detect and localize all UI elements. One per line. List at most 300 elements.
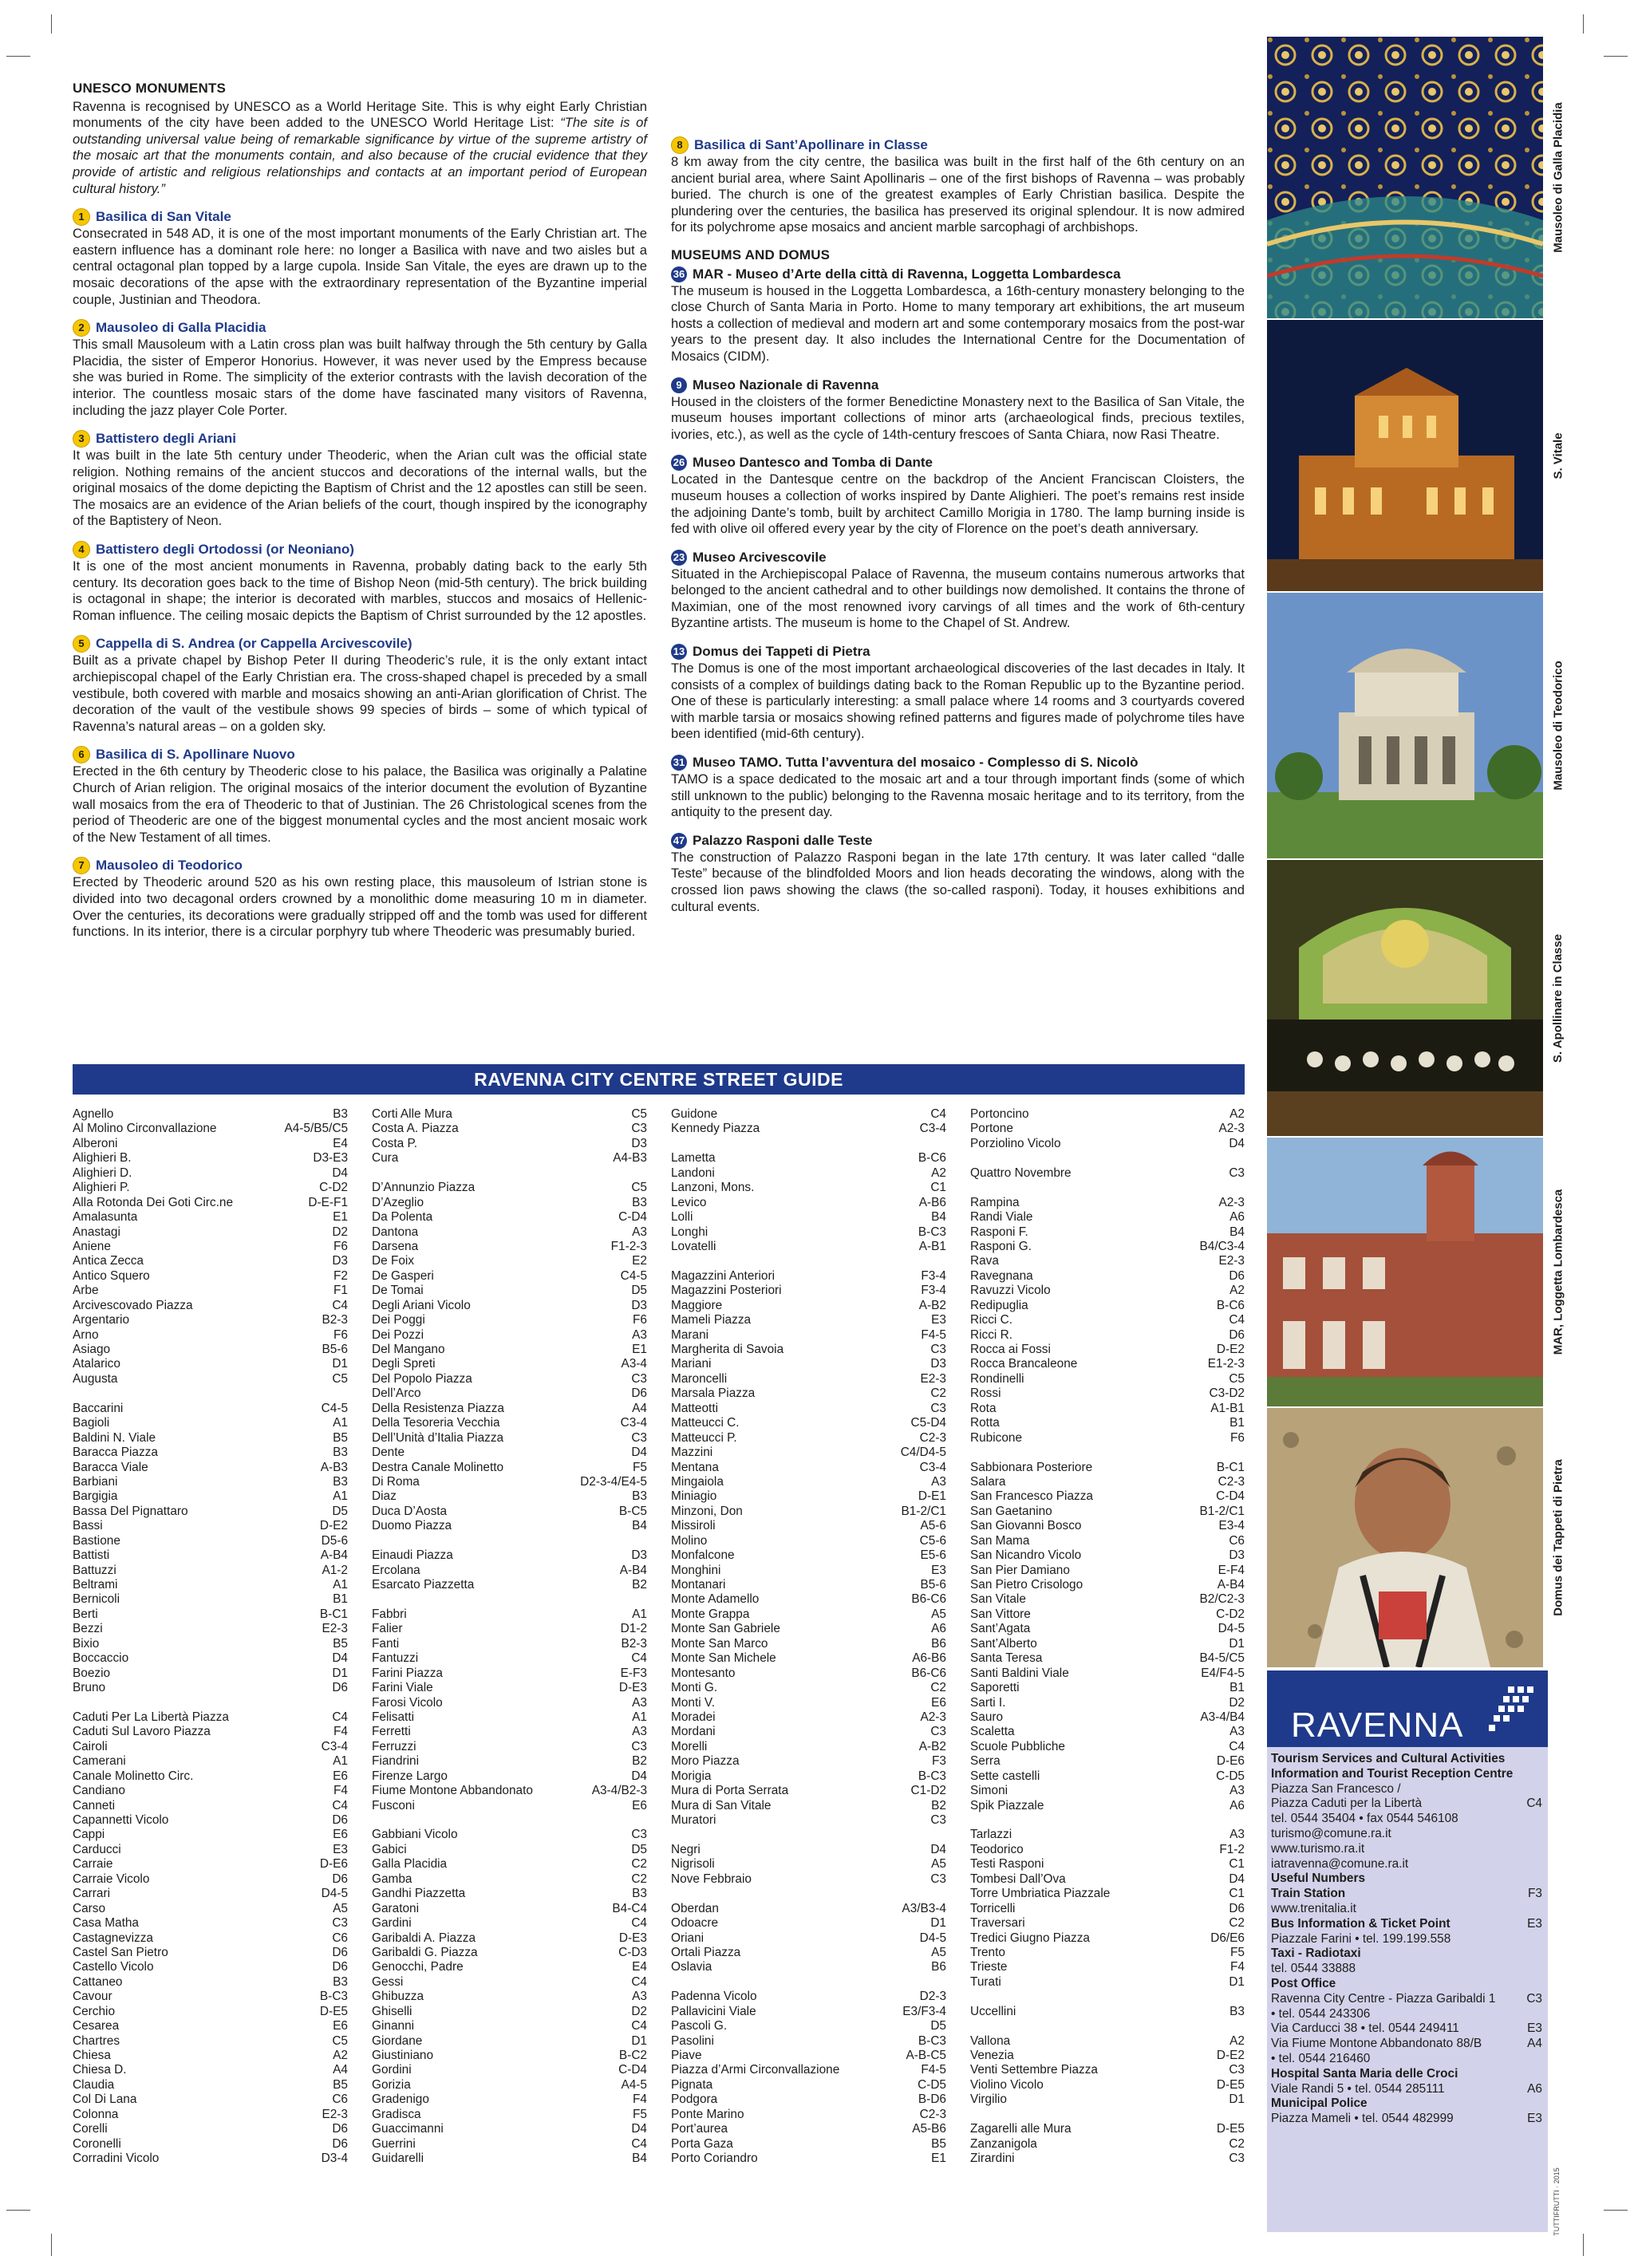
street-spacer <box>671 1254 946 1268</box>
info-line <box>1271 1917 1542 1932</box>
street-row <box>970 2092 1245 2107</box>
street-name: Giustiniano <box>372 2049 433 2062</box>
street-row <box>73 1975 348 1990</box>
street-row <box>372 1784 647 1798</box>
unesco-intro: Ravenna is recognised by UNESCO as a World Heritage Site. This is why eight Early Christian monuments of the city have been added to the UNESCO World Heritage List: “The site is of outstanding universal value being of remarkable significance by virtue of the supreme artistry of the mosaic art that the monuments contain, and also because of the crucial evidence that they provide of artistic and religious relationships and contacts at an important period of European cultural history.” <box>73 98 647 196</box>
street-row <box>671 1872 946 1887</box>
street-row <box>970 1122 1245 1136</box>
street-name: Darsena <box>372 1239 419 1253</box>
street-name: Gardini <box>372 1916 412 1931</box>
street-name: Oberdan <box>671 1901 719 1915</box>
street-name: Caduti Per La Libertà Piazza <box>73 1710 229 1724</box>
info-text: Ravenna City Centre - Piazza Garibaldi 1 <box>1271 1991 1496 2006</box>
street-grid-ref: D6 <box>332 2136 348 2151</box>
street-row <box>73 1534 348 1548</box>
street-name: San Vittore <box>970 1607 1031 1621</box>
street-row <box>372 2063 647 2077</box>
monument-text: It is one of the most ancient monuments in Ravenna, probably dating back to the early 5th century. Its decoration goes back to the time of Bishop Neon (mid-5th century). The brick building is octagonal in shape; the interior is decorated with marbles, stuccos and mosaics of Hellenic-Roman influence. The ceiling mosaic depicts the Baptism of Christ surrounded by the 12 apostles. <box>73 558 647 623</box>
street-grid-ref: E-F3 <box>620 1666 647 1680</box>
street-grid-ref: F4 <box>1230 1960 1245 1974</box>
street-name: Lovatelli <box>671 1239 716 1253</box>
street-row <box>671 1313 946 1327</box>
street-row <box>671 1607 946 1622</box>
street-grid-ref: D-E2 <box>1216 1343 1245 1356</box>
street-row <box>671 2063 946 2077</box>
info-grid-ref: E3 <box>1527 2021 1542 2036</box>
street-grid-ref: D1 <box>631 2033 647 2048</box>
street-row <box>970 2152 1245 2166</box>
street-grid-ref: A-B4 <box>1217 1578 1245 1592</box>
street-row <box>970 1534 1245 1548</box>
street-grid-ref: A1 <box>632 1710 647 1724</box>
street-name: Dell’Arco <box>372 1386 421 1401</box>
street-name: Baracca Piazza <box>73 1446 158 1460</box>
street-row <box>73 2049 348 2063</box>
street-name: Landoni <box>671 1166 715 1180</box>
info-text: Piazza San Francesco / <box>1271 1781 1401 1796</box>
street-name: Dente <box>372 1446 405 1460</box>
street-grid-ref: E6 <box>333 2019 348 2033</box>
street-row <box>372 1548 647 1563</box>
street-row <box>671 2152 946 2166</box>
street-name: Redipuglia <box>970 1298 1028 1312</box>
street-row <box>73 1446 348 1460</box>
street-name: Sarti I. <box>970 1695 1006 1710</box>
street-name: Cairoli <box>73 1739 108 1753</box>
street-grid-ref: A2 <box>1229 1107 1245 1121</box>
street-row <box>73 1254 348 1268</box>
street-row <box>970 1386 1245 1401</box>
monument-title: 7 Mausoleo di Teodorico <box>73 857 647 874</box>
street-row <box>73 1946 348 1960</box>
street-name: Carso <box>73 1901 106 1915</box>
street-grid-ref: C6 <box>332 2092 348 2107</box>
street-name: Ricci R. <box>970 1327 1013 1342</box>
street-grid-ref: A5 <box>931 1857 946 1872</box>
street-grid-ref: C4 <box>1229 1313 1245 1327</box>
street-row <box>671 1666 946 1681</box>
street-grid-ref: C4/D4-5 <box>900 1446 946 1460</box>
street-grid-ref: B-C1 <box>319 1607 348 1621</box>
street-spacer <box>671 1828 946 1842</box>
street-grid-ref: B3 <box>333 1107 348 1121</box>
info-line <box>1271 1767 1542 1782</box>
street-grid-ref: B-C5 <box>618 1504 647 1518</box>
street-name: Cavour <box>73 1990 112 2004</box>
street-name: Rubicone <box>970 1430 1023 1445</box>
street-row <box>372 1489 647 1504</box>
street-row <box>73 1784 348 1798</box>
street-grid-ref: C5 <box>631 1181 647 1195</box>
street-grid-ref: E4 <box>333 1136 348 1150</box>
street-row <box>970 1402 1245 1416</box>
street-grid-ref: A2 <box>1229 1284 1245 1298</box>
street-grid-ref: F4 <box>334 1784 348 1798</box>
street-row <box>970 1313 1245 1327</box>
street-grid-ref: C3 <box>631 1430 647 1445</box>
info-text: Municipal Police <box>1271 2096 1368 2111</box>
street-name: Baracca Viale <box>73 1460 148 1474</box>
street-row <box>372 1519 647 1533</box>
street-grid-ref: C5 <box>332 1371 348 1386</box>
street-grid-ref: A1 <box>333 1578 348 1592</box>
street-row <box>671 1916 946 1931</box>
street-name: Capannetti Vicolo <box>73 1813 169 1827</box>
crop-mark <box>1583 2234 1584 2256</box>
street-row <box>671 1299 946 1313</box>
street-grid-ref: B2 <box>632 1754 647 1769</box>
info-text: Piazzale Farini • tel. 199.199.558 <box>1271 1931 1451 1946</box>
street-row <box>970 1357 1245 1371</box>
number-badge: 9 <box>671 377 687 393</box>
number-badge: 36 <box>671 266 687 282</box>
street-name: Felisatti <box>372 1710 415 1724</box>
street-row <box>970 1137 1245 1151</box>
street-grid-ref: F4-5 <box>921 1327 946 1342</box>
street-row <box>970 1857 1245 1872</box>
street-name: Falier <box>372 1622 403 1636</box>
street-name: Baldini N. Viale <box>73 1430 156 1445</box>
street-grid-ref: C2-3 <box>1218 1474 1245 1489</box>
street-row <box>73 2137 348 2152</box>
street-grid-ref: B5 <box>333 1636 348 1651</box>
street-grid-ref: A2-3 <box>1218 1195 1245 1209</box>
street-name: Violino Vicolo <box>970 2077 1044 2092</box>
street-grid-ref: D3 <box>1229 1548 1245 1563</box>
street-row <box>372 1710 647 1725</box>
street-name: Quattro Novembre <box>970 1166 1072 1180</box>
street-row <box>372 1946 647 1960</box>
street-name: Tarlazzi <box>970 1828 1012 1842</box>
street-grid-ref: C4 <box>1229 1739 1245 1753</box>
monument-text: 8 km away from the city centre, the basilica was built in the first half of the 6th century on an ancient burial area, where Saint Apollinaris – one of the first bishops of Ravenna – was probably buried. The church is one of the greatest examples of Early Christian basilica. Despite the plundering over the centuries, the basilica has preserved its original splendour. It is now admired for its polychrome apse mosaics and ancient marble sarcophagi of archbishops. <box>671 154 1245 235</box>
info-lines <box>1271 1752 1542 2127</box>
street-grid-ref: E6 <box>333 1828 348 1842</box>
street-row <box>671 1461 946 1475</box>
street-guide-column <box>372 1107 647 2167</box>
street-name: Uccellini <box>970 2004 1016 2018</box>
museum-title: 26 Museo Dantesco and Tomba di Dante <box>671 454 1245 471</box>
street-grid-ref: F6 <box>1230 1430 1245 1445</box>
photo-sant-apollinare-classe <box>1267 860 1543 1136</box>
info-line <box>1271 2112 1542 2127</box>
street-name: Magazzini Posteriori <box>671 1284 782 1298</box>
street-grid-ref: A5 <box>931 1945 946 1959</box>
street-name: Chiesa D. <box>73 2063 127 2077</box>
street-grid-ref: D2 <box>631 2004 647 2018</box>
street-row <box>671 1122 946 1136</box>
street-row <box>372 1284 647 1298</box>
street-row <box>671 2019 946 2033</box>
museum-text: Situated in the Archiepiscopal Palace of Ravenna, the museum contains numerous artworks that belonged to the ancient cathedral and to other buildings now demolished. It contains the throne of Maximian, one of the most renowned ivory carvings of all times and the work of 6th-century Byzantine artists. The museum is home to the Chapel of St. Andrew. <box>671 566 1245 631</box>
street-grid-ref: E3 <box>931 1563 946 1577</box>
info-text: www.turismo.ra.it <box>1271 1841 1365 1856</box>
street-grid-ref: D1 <box>1229 1636 1245 1651</box>
street-grid-ref: D6 <box>1229 1327 1245 1342</box>
street-row <box>671 1489 946 1504</box>
street-grid-ref: C-D5 <box>1216 1769 1245 1783</box>
street-grid-ref: B-C3 <box>918 2033 946 2048</box>
street-grid-ref: B4 <box>1229 1225 1245 1239</box>
street-row <box>671 1343 946 1357</box>
number-badge: 6 <box>73 746 90 763</box>
street-row <box>671 1799 946 1813</box>
museum-title: 47 Palazzo Rasponi dalle Teste <box>671 832 1245 850</box>
street-grid-ref: B1 <box>1229 1681 1245 1695</box>
street-grid-ref: B6 <box>931 1636 946 1651</box>
street-row <box>970 1769 1245 1784</box>
street-row <box>372 1681 647 1695</box>
street-grid-ref: A-B3 <box>320 1460 348 1474</box>
street-grid-ref: B4/C3-4 <box>1199 1239 1245 1253</box>
street-name: Venti Settembre Piazza <box>970 2063 1098 2077</box>
street-row <box>671 1637 946 1651</box>
street-row <box>73 1960 348 1974</box>
street-grid-ref: E3-4 <box>1218 1519 1245 1533</box>
street-row <box>372 1328 647 1343</box>
street-row <box>73 1137 348 1151</box>
street-row <box>671 1446 946 1460</box>
street-grid-ref: F5 <box>633 1460 647 1474</box>
street-row <box>970 1592 1245 1607</box>
street-row <box>970 1284 1245 1298</box>
street-grid-ref: B-C3 <box>319 1990 348 2004</box>
street-row <box>73 1902 348 1916</box>
street-grid-ref: A3 <box>632 1695 647 1710</box>
street-grid-ref: E6 <box>632 1798 647 1812</box>
street-name: Castello Vicolo <box>73 1960 154 1974</box>
monument-text: This small Mausoleum with a Latin cross plan was built halfway through the 5th century by Galla Placidia, the sister of Emperor Honorius. However, it was never used by the Empress because she was buried in Rome. The simplicity of the exterior contrasts with the lavish decoration of the interior. The countless mosaic stars of the dome have fascinated many visitors of Ravenna, including the jazz player Cole Porter. <box>73 337 647 418</box>
street-grid-ref: F3 <box>932 1754 946 1769</box>
street-row <box>671 1166 946 1181</box>
street-name: Antica Zecca <box>73 1254 144 1268</box>
street-name: Al Molino Circonvallazione <box>73 1122 217 1136</box>
street-row <box>372 2034 647 2049</box>
street-spacer <box>970 2108 1245 2122</box>
street-row <box>671 1357 946 1371</box>
info-text: iatravenna@comune.ra.it <box>1271 1856 1409 1871</box>
number-badge: 47 <box>671 833 687 849</box>
street-name: Cerchio <box>73 2004 116 2018</box>
street-row <box>970 1431 1245 1446</box>
street-name: Battisti <box>73 1548 110 1563</box>
street-name: Candiano <box>73 1784 125 1798</box>
street-name: Fusconi <box>372 1798 415 1812</box>
street-grid-ref: C4-5 <box>620 1268 647 1283</box>
street-grid-ref: D5 <box>631 1284 647 1298</box>
street-name: Porziolino Vicolo <box>970 1136 1061 1150</box>
street-grid-ref: D1 <box>332 1357 348 1371</box>
street-grid-ref: C6 <box>332 1931 348 1945</box>
street-row <box>970 1107 1245 1122</box>
street-row <box>970 1872 1245 1887</box>
street-row <box>970 1960 1245 1974</box>
monument-title: 8 Basilica di Sant’Apollinare in Classe <box>671 136 1245 154</box>
museum-title: 9 Museo Nazionale di Ravenna <box>671 377 1245 394</box>
info-line <box>1271 1842 1542 1857</box>
street-name: Ferretti <box>372 1725 411 1739</box>
street-row <box>372 1122 647 1136</box>
street-grid-ref: D5 <box>332 1504 348 1518</box>
street-row <box>73 1431 348 1446</box>
street-row <box>372 2108 647 2122</box>
street-name: San Pietro Crisologo <box>970 1578 1083 1592</box>
street-row <box>73 1151 348 1166</box>
street-name: Beltrami <box>73 1578 118 1592</box>
museum-title: 13 Domus dei Tappeti di Pietra <box>671 643 1245 661</box>
info-text: Hospital Santa Maria delle Croci <box>1271 2066 1458 2081</box>
street-name: Montesanto <box>671 1666 736 1680</box>
street-name: Fabbri <box>372 1607 407 1621</box>
photo-caption: S. Apollinare in Classe <box>1551 933 1565 1063</box>
street-grid-ref: D-E2 <box>1216 2049 1245 2062</box>
info-text: Information and Tourist Reception Centre <box>1271 1766 1514 1781</box>
number-badge: 13 <box>671 644 687 660</box>
street-row <box>372 1386 647 1401</box>
street-name: Ginanni <box>372 2019 415 2033</box>
info-line <box>1271 2067 1542 2082</box>
street-grid-ref: C4 <box>631 1916 647 1931</box>
street-name: Coronelli <box>73 2136 121 2151</box>
street-row <box>73 1740 348 1754</box>
street-row <box>73 1769 348 1784</box>
street-grid-ref: D6 <box>1229 1901 1245 1915</box>
street-grid-ref: B-C6 <box>918 1151 946 1166</box>
street-grid-ref: A2 <box>333 2049 348 2062</box>
street-grid-ref: A3 <box>1229 1725 1245 1739</box>
street-grid-ref: C1 <box>1229 1887 1245 1901</box>
street-row <box>970 1975 1245 1990</box>
street-row <box>970 2122 1245 2136</box>
museum-text: The Domus is one of the most important archaeological discoveries of the last decades in Italy. It consists of a complex of buildings dating back to the Roman Republic up to the Byzantine period. One of these is particularly interesting: a small palace where 14 rooms and 3 courtyards covered with marble tarsia or mosaics showing refined patterns and figures made of polychrome tiles have been identified (mid-6th century). <box>671 661 1245 742</box>
street-name: Santa Teresa <box>970 1651 1043 1666</box>
street-grid-ref: A5 <box>931 1607 946 1621</box>
street-name: Rossi <box>970 1386 1001 1401</box>
street-name: Sabbionara Posteriore <box>970 1460 1093 1474</box>
street-grid-ref: F4 <box>334 1725 348 1739</box>
street-grid-ref: F6 <box>633 1313 647 1327</box>
street-name: Dei Poggi <box>372 1313 425 1327</box>
info-line <box>1271 1932 1542 1947</box>
unesco-heading: UNESCO MONUMENTS <box>73 81 227 96</box>
info-text: Taxi - Radiotaxi <box>1271 1947 1361 1961</box>
street-name: Gandhi Piazzetta <box>372 1887 466 1901</box>
street-name: Rava <box>970 1254 999 1268</box>
street-grid-ref: D3 <box>631 1298 647 1312</box>
street-name: Della Tesoreria Vecchia <box>372 1416 500 1430</box>
info-line <box>1271 1782 1542 1797</box>
street-row <box>671 1107 946 1122</box>
museums-heading: MUSEUMS AND DOMUS <box>671 247 831 262</box>
info-line <box>1271 1902 1542 1917</box>
street-name: Pascoli G. <box>671 2019 728 2033</box>
street-row <box>372 1225 647 1240</box>
street-name: Guaccimanni <box>372 2122 444 2136</box>
street-grid-ref: D1 <box>930 1916 946 1931</box>
street-name: Cattaneo <box>73 1974 123 1989</box>
monument-text: Built as a private chapel by Bishop Peter II during Theoderic’s rule, it is the only extant intact archiepiscopal chapel of the Early Christian era. The cross-shaped chapel is preceded by a small vestibule, both covered with marble and mosaics showing an anti-Arian glorification of Christ. The decoration of the vault of the vestibule shows 99 species of birds – some of which typical of Ravenna’s natural areas – on a golden sky. <box>73 653 647 734</box>
street-grid-ref: C3 <box>930 1401 946 1415</box>
street-grid-ref: C3-D2 <box>1209 1386 1245 1401</box>
street-grid-ref: C3 <box>1229 1166 1245 1180</box>
street-grid-ref: F3-4 <box>921 1268 946 1283</box>
street-row <box>73 1284 348 1298</box>
street-grid-ref: C3 <box>930 1872 946 1886</box>
street-name: Amalasunta <box>73 1210 138 1225</box>
street-grid-ref: D2-3-4/E4-5 <box>580 1474 647 1489</box>
street-grid-ref: C3 <box>930 1343 946 1356</box>
street-grid-ref: D5 <box>631 1842 647 1856</box>
street-name: Oslavia <box>671 1960 712 1974</box>
street-row <box>73 1225 348 1240</box>
street-grid-ref: B-D6 <box>918 2092 946 2107</box>
street-name: Col Di Lana <box>73 2092 137 2107</box>
museum-text: The construction of Palazzo Rasponi began in the late 17th century. It was later called “dalle Teste” because of the blindfolded Moors and lion heads decorating the windows, along with the crossed lion paws showing the claws (the so-called rasponi). Today, it houses exhibitions and cultural events. <box>671 849 1245 914</box>
street-name: Fiandrini <box>372 1754 420 1769</box>
street-row <box>73 1519 348 1533</box>
street-name: Berti <box>73 1607 98 1621</box>
street-name: Bezzi <box>73 1622 103 1636</box>
street-name: Matteucci C. <box>671 1416 740 1430</box>
street-grid-ref: A4-B3 <box>613 1151 647 1166</box>
street-grid-ref: A5 <box>333 1901 348 1915</box>
monument-text: Erected by Theoderic around 520 as his own resting place, this mausoleum of Istrian stone is divided into two decagonal orders crowned by a monolithic dome measuring 10 m in diameter. Over the centuries, its decorations were gradually stripped off and the tomb was used for different functions. In its interior, there is a circular porphyry tub where Theoderic was presumably buried. <box>73 874 647 940</box>
street-name: Gordini <box>372 2063 412 2077</box>
street-row <box>372 1769 647 1784</box>
street-name: Guerrini <box>372 2136 416 2151</box>
street-row <box>73 1269 348 1284</box>
street-grid-ref: C5-6 <box>919 1533 946 1548</box>
number-badge: 1 <box>73 208 90 226</box>
street-row <box>73 2152 348 2166</box>
crop-mark <box>6 56 30 57</box>
street-name: Cesarea <box>73 2019 120 2033</box>
street-grid-ref: C4-5 <box>321 1401 348 1415</box>
street-grid-ref: B5-6 <box>920 1578 946 1592</box>
street-grid-ref: B4-C4 <box>612 1901 647 1915</box>
street-name: Maggiore <box>671 1298 723 1312</box>
street-name: Gradenigo <box>372 2092 429 2107</box>
info-line <box>1271 1752 1542 1767</box>
street-name: Arno <box>73 1327 99 1342</box>
street-name: Colonna <box>73 2107 119 2121</box>
street-grid-ref: A4 <box>632 1401 647 1415</box>
street-name: Tredici Giugno Piazza <box>970 1931 1090 1945</box>
street-grid-ref: D4 <box>631 1769 647 1783</box>
info-text: Tourism Services and Cultural Activities <box>1271 1752 1506 1765</box>
logo-text: RAVENNA <box>1291 1706 1464 1745</box>
street-row <box>73 1166 348 1181</box>
street-name: Antico Squero <box>73 1268 150 1283</box>
street-grid-ref: B5 <box>333 2077 348 2092</box>
street-grid-ref: B3 <box>632 1887 647 1901</box>
street-grid-ref: C4 <box>332 1710 348 1724</box>
street-name: Garatoni <box>372 1901 420 1915</box>
info-line <box>1271 1857 1542 1872</box>
credit: TUTTIFRUTTI · 2015 <box>1553 2167 1561 2236</box>
street-spacer <box>372 1813 647 1828</box>
street-grid-ref: E1 <box>333 1210 348 1225</box>
info-text: Post Office <box>1271 1976 1336 1990</box>
street-row <box>970 1799 1245 1813</box>
street-grid-ref: A2-3 <box>920 1710 946 1724</box>
street-name: Moro Piazza <box>671 1754 740 1769</box>
street-row <box>73 1578 348 1592</box>
street-name: Einaudi Piazza <box>372 1548 453 1563</box>
street-name: Carraie <box>73 1857 113 1872</box>
street-name: Bagioli <box>73 1416 110 1430</box>
street-name: Asiago <box>73 1343 111 1356</box>
